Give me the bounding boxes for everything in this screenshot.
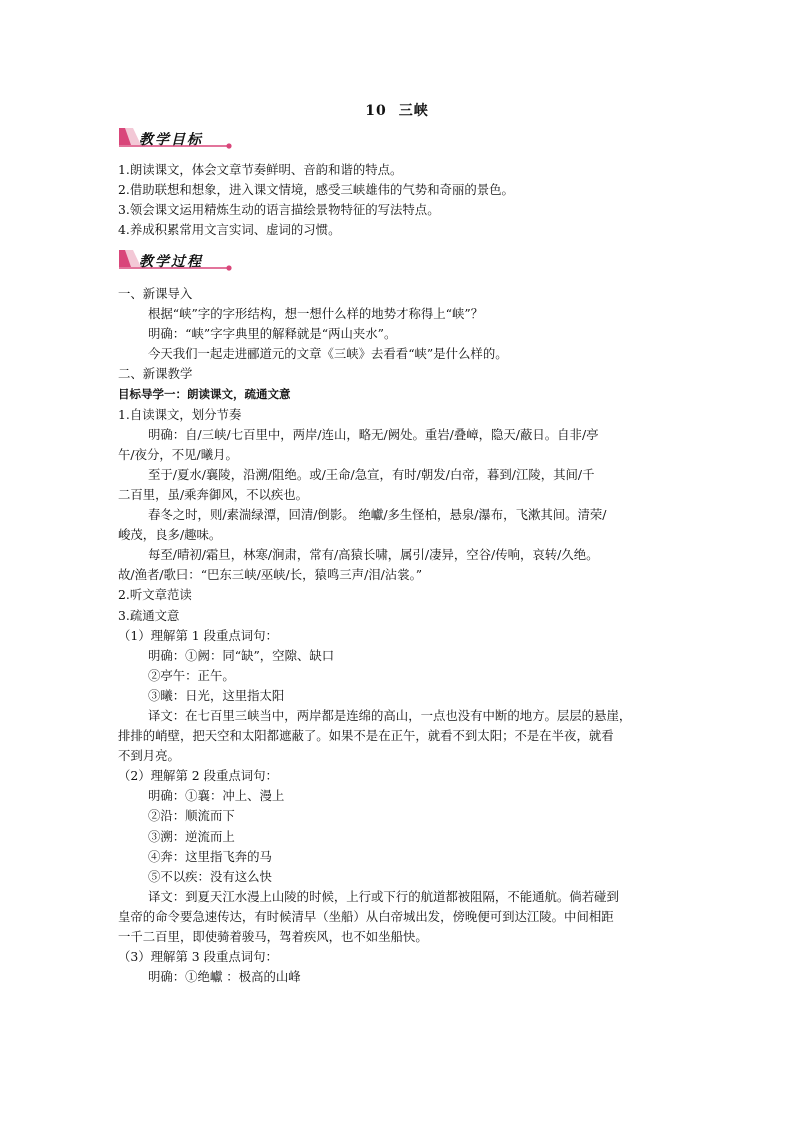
paragraph: 译文：到夏天江水漫上山陵的时候，上行或下行的航道都被阻隔，不能通航。倘若碰到: [148, 888, 619, 904]
step-heading: 3.疏通文意: [118, 607, 180, 623]
process-body: [118, 284, 678, 987]
sub-heading: （1）理解第 1 段重点词句：: [118, 627, 278, 643]
paragraph: ④奔：这里指飞奔的马: [148, 848, 272, 864]
section-banner-process: [117, 248, 235, 274]
goal-guide-heading: 目标导学一：朗读课文，疏通文意: [118, 387, 291, 402]
paragraph: 明确：①绝巘 ：极高的山峰: [148, 969, 301, 985]
section-title-goals: 教学目标: [139, 132, 203, 148]
step-heading: 1.自读课文，划分节奏: [118, 406, 242, 422]
paragraph: 根据“峡”字的字形结构，想一想什么样的地势才称得上“峡”？: [148, 306, 484, 322]
page-title: [0, 100, 794, 120]
goal-item: 3.领会课文运用精炼生动的语言描绘景物特征的写法特点。: [118, 202, 440, 218]
lesson-title: 三峡: [398, 103, 429, 119]
paragraph-cont: 午/夜分，不见/曦月。: [118, 446, 238, 462]
paragraph: ②亭午：正午。: [148, 667, 235, 683]
paragraph: 每至/晴初/霜旦，林寒/涧肃，常有/高猿长啸，属引/凄异，空谷/传响，哀转/久绝。: [148, 547, 599, 563]
section-title-process: 教学过程: [139, 254, 203, 270]
paragraph: 明确：自/三峡/七百里中，两岸/连山，略无/阙处。重岩/叠嶂，隐天/蔽日。自非/亭: [148, 426, 599, 442]
paragraph-cont: 一千二百里，即使骑着骏马，驾着疾风，也不如坐船快。: [118, 929, 428, 944]
paragraph-cont: 峻茂，良多/趣味。: [118, 527, 222, 543]
paragraph-cont: 排排的峭壁，把天空和太阳都遮蔽了。如果不是在正午，就看不到太阳；不是在半夜，就看: [118, 728, 614, 744]
paragraph: 译文：在七百里三峡当中，两岸都是连绵的高山，一点也没有中断的地方。层层的悬崖，: [148, 707, 632, 723]
paragraph: 春冬之时，则/素湍绿潭，回清/倒影。 绝巘/多生怪柏，悬泉/瀑布，飞漱其间。清荣/: [148, 507, 607, 523]
goal-item: 2.借助联想和想象，进入课文情境，感受三峡雄伟的气势和奇丽的景色。: [118, 182, 514, 198]
heading-intro: 一、新课导入: [118, 286, 193, 301]
sub-heading: （2）理解第 2 段重点词句：: [118, 768, 278, 784]
paragraph: ⑤不以疾：没有这么快: [148, 868, 272, 884]
paragraph-cont: 皇帝的命令要急速传达，有时候清早（坐船）从白帝城出发，傍晚便可到达江陵。中间相距: [118, 908, 614, 924]
paragraph-cont: 二百里，虽/乘奔御风，不以疾也。: [118, 486, 309, 502]
paragraph: 明确：①阙：同“缺”，空隙、缺口: [148, 647, 335, 663]
step-heading: 2.听文章范读: [118, 587, 192, 603]
paragraph: 至于/夏水/襄陵，沿溯/阻绝。或/王命/急宣，有时/朝发/白帝，暮到/江陵，其间/千: [148, 466, 595, 482]
goal-item: 4.养成积累常用文言实词、虚词的习惯。: [118, 222, 341, 238]
goals-list: [118, 160, 678, 240]
paragraph: ②沿：顺流而下: [148, 808, 235, 824]
paragraph-cont: 故/渔者/歌曰：“巴东三峡/巫峡/长，猿鸣三声/泪/沾裳。”: [118, 567, 423, 583]
paragraph: 明确：①襄：冲上、漫上: [148, 788, 285, 804]
goal-item: 1.朗读课文，体会文章节奏鲜明、音韵和谐的特点。: [118, 162, 403, 177]
section-banner-goals: [117, 126, 235, 152]
paragraph: 今天我们一起走进郦道元的文章《三峡》去看看“峡”是什么样的。: [148, 346, 508, 362]
paragraph: ③溯：逆流而上: [148, 828, 235, 844]
paragraph: 明确：“峡”字字典里的解释就是“两山夹水”。: [148, 326, 397, 342]
heading-teaching: 二、新课教学: [118, 366, 193, 382]
sub-heading: （3）理解第 3 段重点词句：: [118, 949, 278, 965]
lesson-number: 10: [365, 103, 387, 119]
paragraph: ③曦：日光，这里指太阳: [148, 687, 285, 703]
paragraph-cont: 不到月亮。: [118, 748, 180, 764]
